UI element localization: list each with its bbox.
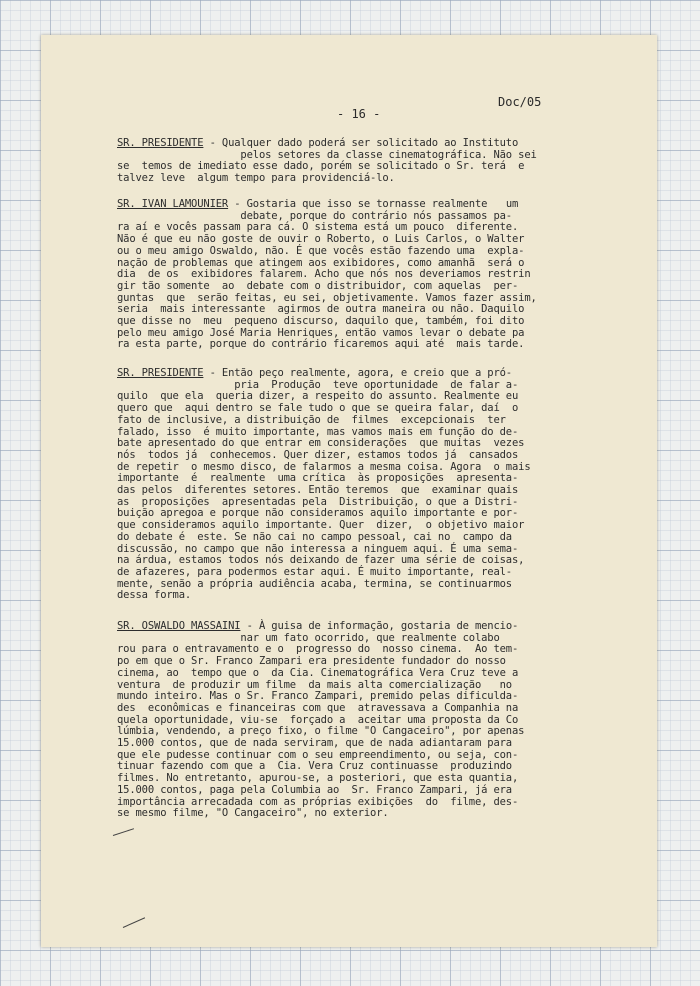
document-page xyxy=(41,35,657,947)
speech-line: fato de inclusive, a distribuição de filmes excepcionais ter xyxy=(117,413,506,426)
speech-line: seria mais interessante agirmos de outra maneira ou não. Daquilo xyxy=(117,303,525,316)
speech-line: cinema, ao tempo que o da Cia. Cinematográfica Vera Cruz teve a xyxy=(117,666,519,679)
speech-line: as proposições apresentadas pela Distribuição, o que a Distri- xyxy=(117,495,519,508)
speech-line: importância arrecadada com as próprias exibições do filme, des- xyxy=(117,795,519,808)
speech-line: buição apregoa e porque não consideramos aquilo importante e por- xyxy=(117,507,519,520)
pencil-mark xyxy=(123,917,145,928)
speech-line: dia de os exibidores falarem. Acho que nós nos deveriamos restrin xyxy=(117,268,531,281)
speech-line: Não é que eu não goste de ouvir o Roberto, o Luis Carlos, o Walter xyxy=(117,233,525,246)
speech-line: nós todos já conhecemos. Quer dizer, estamos todos já cansados xyxy=(117,448,519,461)
paragraph-4 xyxy=(117,621,637,820)
speech-line: de afazeres, para podermos estar aqui. É muito importante, real- xyxy=(117,565,512,578)
speech-line: ra aí e vocês passam para cá. O sistema está um pouco diferente. xyxy=(117,221,519,234)
paragraph-1 xyxy=(117,138,637,185)
speech-line: quero que aqui dentro se fale tudo o que se queira falar, daí o xyxy=(117,402,519,415)
paragraph-3 xyxy=(117,368,637,602)
pencil-mark xyxy=(113,828,134,836)
speech-line: - À guisa de informação, gostaria de mencio- xyxy=(240,620,519,632)
speech-line: - Então peço realmente, agora, e creio que a pró- xyxy=(203,367,512,379)
speech-line: discussão, no campo que não interessa a ninguem aqui. É uma sema- xyxy=(117,542,519,555)
document-reference: Doc/05 xyxy=(498,95,542,109)
speech-line: talvez leve algum tempo para providenciá-lo. xyxy=(117,172,395,185)
speech-line: rou para o entravamento e o progresso do nosso cinema. Ao tem- xyxy=(117,643,519,656)
speech-line: pelo meu amigo José Maria Henriques, então vamos levar o debate pa xyxy=(117,326,525,339)
paragraph-2 xyxy=(117,199,637,351)
speech-line: dessa forma. xyxy=(117,589,192,602)
speech-line: mente, senão a própria audiência acaba, termina, se continuarmos xyxy=(117,577,512,590)
page-number: - 16 - xyxy=(337,107,381,121)
speech-line: do debate é este. Se não cai no campo pessoal, cai no campo da xyxy=(117,530,512,543)
speech-line: debate, porque do contrário nós passamos pa- xyxy=(117,209,512,222)
speech-line: filmes. No entretanto, apurou-se, a posteriori, que esta quantia, xyxy=(117,772,519,785)
speech-line: 15.000 contos, que de nada serviram, que de nada adiantaram para xyxy=(117,737,512,750)
speech-line: 15.000 contos, paga pela Columbia ao Sr. Franco Zampari, já era xyxy=(117,783,512,796)
speech-line: pelos setores da classe cinematográfica. Não sei xyxy=(117,148,537,161)
speech-line: - Gostaria que isso se tornasse realmente um xyxy=(228,198,519,210)
speech-line: se mesmo filme, "O Cangaceiro", no exterior. xyxy=(117,807,389,820)
speech-line: bate apresentado do que entrar em considerações que muitas vezes xyxy=(117,437,525,450)
speech-line: na árdua, estamos todos nós deixando de fazer uma série de coisas, xyxy=(117,554,525,567)
speech-line: das pelos diferentes setores. Então teremos que examinar quais xyxy=(117,484,519,497)
speech-line: mundo inteiro. Mas o Sr. Franco Zampari, premido pelas dificulda- xyxy=(117,690,519,703)
speaker-name: SR. OSWALDO MASSAINI xyxy=(117,620,241,632)
speech-line: tinuar fazendo com que a Cia. Vera Cruz continuasse produzindo xyxy=(117,760,512,773)
speech-line: quilo que ela queria dizer, a respeito do assunto. Realmente eu xyxy=(117,390,519,403)
speech-line: lúmbia, vendendo, a preço fixo, o filme "O Cangaceiro", por apenas xyxy=(117,725,525,738)
speech-line: que disse no meu pequeno discurso, daquilo que, também, foi dito xyxy=(117,315,525,328)
speech-line: falado, isso é muito importante, mas vamos mais em função do de- xyxy=(117,425,519,438)
speech-line: ventura de produzir um filme da mais alta comercialização no xyxy=(117,678,512,691)
speech-line: quela oportunidade, viu-se forçado a aceitar uma proposta da Co xyxy=(117,713,519,726)
speech-line: pria Produção teve oportunidade de falar a- xyxy=(117,378,519,391)
speech-line: de repetir o mesmo disco, de falarmos a mesma coisa. Agora o mais xyxy=(117,460,531,473)
speech-line: po em que o Sr. Franco Zampari era presidente fundador do nosso xyxy=(117,655,506,668)
speaker-name: SR. PRESIDENTE xyxy=(117,367,204,379)
speech-line: ou o meu amigo Oswaldo, não. É que vocês estão fazendo uma expla- xyxy=(117,244,525,257)
speech-line: que ele pudesse continuar com o seu empreendimento, ou seja, con- xyxy=(117,748,519,761)
speech-line: que consideramos aquilo importante. Quer dizer, o objetivo maior xyxy=(117,519,525,532)
speech-line: - Qualquer dado poderá ser solicitado ao Instituto xyxy=(203,137,519,149)
speech-line: des econômicas e financeiras com que atravessava a Companhia na xyxy=(117,701,519,714)
speaker-name: SR. PRESIDENTE xyxy=(117,137,204,149)
speaker-name: SR. IVAN LAMOUNIER xyxy=(117,198,229,210)
speech-line: importante é realmente uma crítica às proposições apresenta- xyxy=(117,472,519,485)
speech-line: nação de problemas que atingem aos exibidores, como amanhã será o xyxy=(117,256,525,269)
speech-line: guntas que serão feitas, eu sei, objetivamente. Vamos fazer assim, xyxy=(117,291,537,304)
speech-line: ra esta parte, porque do contrário ficaremos aqui até mais tarde. xyxy=(117,338,525,351)
speech-line: gir tão somente ao debate com o distribuidor, com aquelas per- xyxy=(117,279,519,292)
speech-line: se temos de imediato esse dado, porém se solicitado o Sr. terá e xyxy=(117,160,525,173)
speech-line: nar um fato ocorrido, que realmente colabo xyxy=(117,631,500,644)
